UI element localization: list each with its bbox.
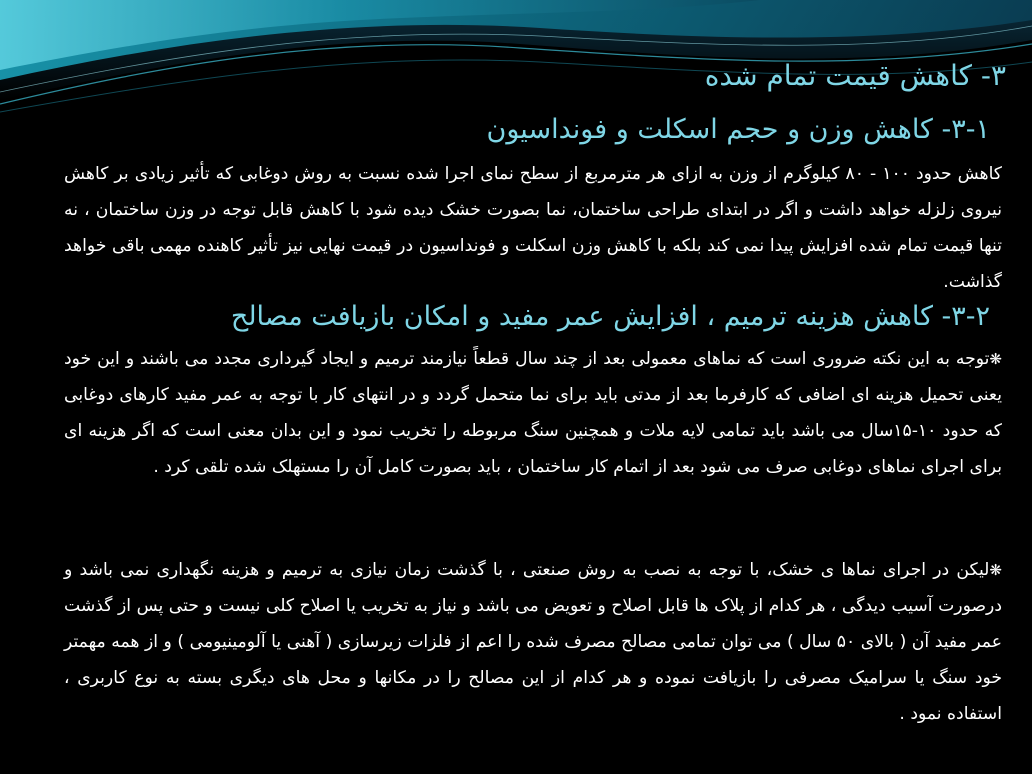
section-heading-3-1: ۳-۱- کاهش وزن و حجم اسکلت و فونداسیون xyxy=(486,114,990,145)
paragraph-weight-reduction: کاهش حدود ۱۰۰ - ۸۰ کیلوگرم از وزن به ازای هر مترمربع از سطح نمای اجرا شده نسبت به روش دوغابی که تأثیر زیادی بر کاهش نیروی زلزله خواهد داشت و اگر در ابتدای طراحی ساختمان، نما بصورت خشک دیده شود با کاهش قابل توجه در وزن ساختمان ، نه تنها قیمت تمام شده افزایش پیدا نمی کند بلکه با کاهش وزن اسکلت و فونداسیون در قیمت نهایی نیز تأثیر کاهنده مهمی باقی خواهد گذاشت. xyxy=(64,164,1002,292)
slide-title: ۳- کاهش قیمت تمام شده xyxy=(704,59,1006,92)
bullet-paragraph-text: توجه به این نکته ضروری است که نماهای معمولی بعد از چند سال قطعاً نیازمند ترمیم و ایجاد گیرداری مجدد می باشند و این خود یعنی تحمیل هزینه ای اضافی که کارفرما بعد از مدتی باید برای نما متحمل گردد و در انتهای کار با توجه به عمر مفید کارهای دوغابی که حدود ۱۰-۱۵سال می باشد باید تمامی لایه ملات و همچنین سنگ مربوطه را تخریب نمود و این بدان معنی است که اگر هزینه ای برای اجرای نماهای دوغابی صرف می شود بعد از اتمام کار ساختمان ، باید بصورت کامل آن را مستهلک شده تلقی کرد . xyxy=(64,349,1002,477)
bullet-icon: ❋ xyxy=(989,350,1002,368)
section-heading-3-2: ۳-۲- کاهش هزینه ترمیم ، افزایش عمر مفید و امکان بازیافت مصالح xyxy=(230,301,990,332)
bullet-paragraph-text: لیکن در اجرای نماها ی خشک، با توجه به نصب به روش صنعتی ، با گذشت زمان نیازی به ترمیم و هزینه نگهداری نمی باشد و درصورت آسیب دیدگی ، هر کدام از پلاک ها قابل اصلاح و تعویض می باشد و نیاز به تخریب یا اصلاح کلی نیست و حتی پس از گذشت عمر مفید آن ( بالای ۵۰ سال ) می توان تمامی مصالح مصرف شده را اعم از فلزات زیرسازی ( آهنی یا آلومینیومی ) و از همه مهمتر خود سنگ یا سرامیک مصرفی را بازیافت نموده و هر کدام از این مصالح را در مکانها و محل های دیگری بسته به نوع کاربری ، استفاده نمود . xyxy=(64,560,1002,724)
bullet-icon: ❋ xyxy=(989,561,1002,579)
bullet-paragraph-maintenance xyxy=(64,341,1002,485)
bullet-paragraph-dry-facade xyxy=(64,552,1002,732)
